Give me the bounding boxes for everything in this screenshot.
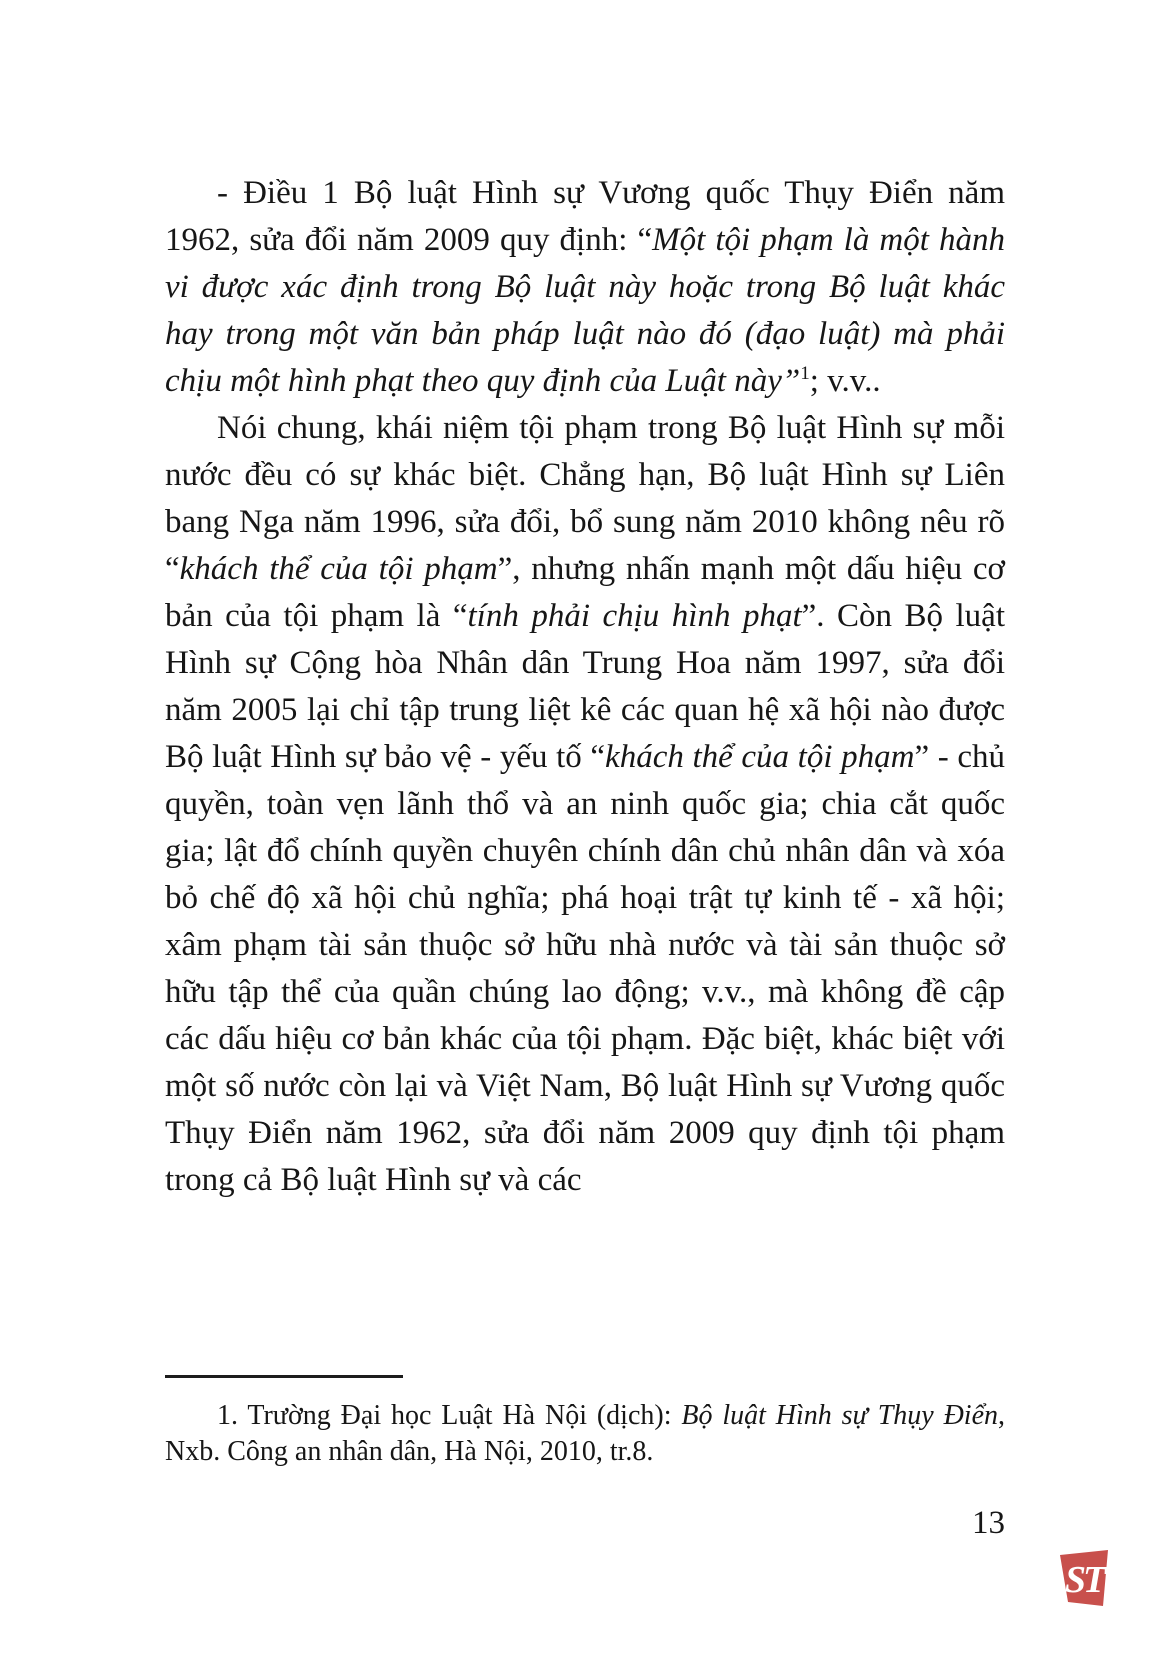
publisher-logo: [1058, 1548, 1110, 1610]
logo-text: ST: [1064, 1559, 1104, 1601]
st-logo-graphic: [1058, 1548, 1110, 1610]
footnote: [165, 1398, 1005, 1470]
body-text: [165, 170, 1005, 1204]
paragraph-1: - Điều 1 Bộ luật Hình sự Vương quốc Thụy Điển năm 1962, sửa đổi năm 2009 quy định: “Một tội phạm là một hành vi được xác định trong Bộ luật này hoặc trong Bộ luật khác hay trong một văn bản pháp luật nào đó (đạo luật) mà phải chịu một hình phạt theo quy định của Luật này”$^1$; v.v..: [165, 175, 1005, 399]
footnote-separator: [165, 1375, 403, 1378]
page-number: 13: [972, 1505, 1005, 1541]
footnote-text: 1. Trường Đại học Luật Hà Nội (dịch): Bộ luật Hình sự Thụy Điển, Nxb. Công an nhân dân, Hà Nội, 2010, tr.8.: [165, 1400, 1006, 1467]
paragraph-2: Nói chung, khái niệm tội phạm trong Bộ luật Hình sự mỗi nước đều có sự khác biệt. Chẳng hạn, Bộ luật Hình sự Liên bang Nga năm 1996, sửa đổi, bổ sung năm 2010 không nêu rõ “khách thể của tội phạm”, nhưng nhấn mạnh một dấu hiệu cơ bản của tội phạm là “tính phải chịu hình phạt”. Còn Bộ luật Hình sự Cộng hòa Nhân dân Trung Hoa năm 1997, sửa đổi năm 2005 lại chỉ tập trung liệt kê các quan hệ xã hội nào được Bộ luật Hình sự bảo vệ - yếu tố “khách thể của tội phạm” - chủ quyền, toàn vẹn lãnh thổ và an ninh quốc gia; chia cắt quốc gia; lật đổ chính quyền chuyên chính dân chủ nhân dân và xóa bỏ chế độ xã hội chủ nghĩa; phá hoại trật tự kinh tế - xã hội; xâm phạm tài sản thuộc sở hữu nhà nước và tài sản thuộc sở hữu tập thể của quần chúng lao động; v.v., mà không đề cập các dấu hiệu cơ bản khác của tội phạm. Đặc biệt, khác biệt với một số nước còn lại và Việt Nam, Bộ luật Hình sự Vương quốc Thụy Điển năm 1962, sửa đổi năm 2009 quy định tội phạm trong cả Bộ luật Hình sự và các: [165, 410, 1005, 1198]
